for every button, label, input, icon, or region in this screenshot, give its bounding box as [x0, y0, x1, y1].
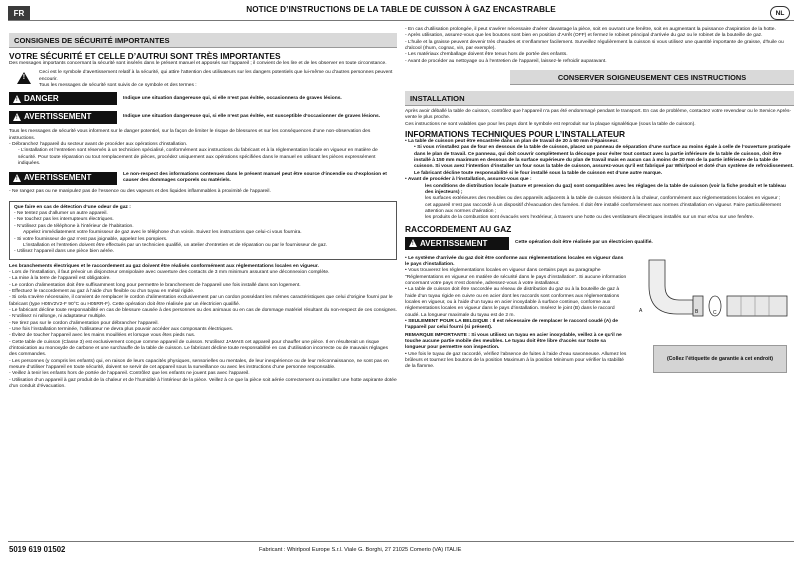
- gas-item: • Vous trouverez les réglementations locales en vigueur dans certains pays au paragraphe "Réglementations en vigueur en matière de sécurité dans le pays d’installation". Si aucune information concernant votre pays n’est donnée, adressez-vous à votre installateur.: [405, 268, 627, 286]
- avert2-note: - Ne rangez pas ou ne manipulez pas de l’essence ou des vapeurs et des liquides inflammables à proximité de l’appareil.: [9, 189, 271, 195]
- tech-item: • La table de cuisson peut être encastrée dans un plan de travail de 20 à 60 mm d’épaisseur.: [405, 139, 619, 145]
- list2-item: - Cette table de cuisson (Classe 3) est exclusivement conçue comme appareil de cuisson. N’utilisez JAMAIS cet appareil pour chauffer une pièce. Il en résulterait un risque d’intoxication au monoxyde de carbone et une surchauffe de la table de cuisson. Le fabricant décline toute responsabilité en cas d’utilisation incorrecte ou de mauvais réglages des commandes.: [9, 339, 388, 358]
- gas-connection-title: RACCORDEMENT AU GAZ: [405, 223, 512, 234]
- document-title: NOTICE D’INSTRUCTIONS DE LA TABLE DE CUISSON À GAZ ENCASTRABLE: [246, 5, 556, 14]
- list2-item: - Si cela s’avère nécessaire, il convient de remplacer le cordon d’alimentation exclusivement par un cordon possédant les mêmes caractéristiques que celui d’origine fourni par le fabricant (type H05V2V2-F 90°C ou H05RR-F). Cette opération doit être réalisée par un électricien qualifié.: [9, 295, 393, 307]
- list2-item: - Évitez de toucher l’appareil avec les mains mouillées et lorsque vous êtes pieds nus.: [9, 333, 196, 339]
- symbol-text-2: Tous les messages de sécurité sont suivis de ce symbole et des termes :: [39, 83, 197, 89]
- warranty-label-box: (Collez l’étiquette de garantie à cet endroit): [653, 345, 787, 373]
- language-badge-nl: NL: [770, 6, 790, 20]
- gas-box-item: - Utilisez l’appareil dans une pièce bien aérée.: [14, 249, 115, 255]
- danger-icon: !: [13, 95, 21, 103]
- gas-box-item: - Ne touchez pas les interrupteurs électriques.: [14, 217, 114, 223]
- gas-smell-box: [9, 201, 397, 260]
- gas-box-item: L’installation et l’entretien doivent être effectués par un technicien qualifié, un atelier d’entretien et de réparation ou par le fournisseur de gaz.: [23, 242, 328, 248]
- list2-item: - Lors de l’installation, il faut prévoir un disjoncteur omnipolaire avec ouverture des contacts de 3 mm minimum assurant une déconnexion complète.: [9, 269, 330, 275]
- section-title-safety: CONSIGNES DE SÉCURITÉ IMPORTANTES: [9, 33, 397, 48]
- document-code: 5019 619 01502: [9, 545, 66, 554]
- para-safety-messages: Tous les messages de sécurité vous informent sur le danger potentiel, sur la façon de limiter le risque de blessures et sur les conséquences d’une non-observation des instructions.: [9, 129, 371, 141]
- tech-item: • Si vous n’installez pas de four en dessous de la table de cuisson, placez un panneau de séparation d’une surface au moins égale à celle de l’ouverture pratiquée dans le plan de travail. Ce panneau, qui doit couvrir complètement la découpe pour éviter tout contact avec la partie inférieure de la table de cuisson, doit être installé à 150 mm maximum en dessous de la surface supérieure du plan de travail mais en aucun cas à moins de 20 mm de la partie inférieure de la table de cuisson. Si vous avez l’intention d’installer un four sous la table de cuisson, assurez-vous qu’il est fabriqué par Whirlpool et doté d’un système de refroidissement. Le fabricant décline toute responsabilité si le four installé sous la table de cuisson est d’une autre marque.: [414, 145, 794, 176]
- gas-pipe: [727, 296, 787, 316]
- gas-avert-label: ! AVERTISSEMENT: [405, 237, 509, 250]
- manufacturer-line: Fabricant : Whirlpool Europe S.r.l. Viale G. Borghi, 27 21025 Comerio (VA) ITALIE: [259, 547, 462, 553]
- install-para-2: Ces instructions ne sont valables que pour les pays dont le symbole est reproduit sur la plaque signalétique (sous la table de cuisson).: [405, 121, 696, 127]
- warning-symbol-icon: !: [9, 70, 33, 89]
- tech-sub-item: les produits de la combustion sont évacués vers l’extérieur, à travers une hotte ou des ventilateurs électriques installés sur un mur et/ou sur une fenêtre.: [425, 215, 754, 221]
- gas-avert-row: [405, 236, 794, 251]
- avert-row: [9, 109, 397, 125]
- avert2-text: Le non-respect des informations contenues dans le présent manuel peut être source d’incendie ou d’explosion et causer des dommages corporels ou matériels.: [123, 172, 387, 184]
- avert2-icon: !: [13, 174, 21, 182]
- tech-sub-item: cet appareil n’est pas raccordé à un dispositif d’évacuation des fumées. Il doit être installé conformément aux normes d’installation en vigueur. Faire particulièrement attention aux normes d’aération ;: [425, 202, 781, 214]
- tech-info-title: INFORMATIONS TECHNIQUES POUR L’INSTALLATEUR: [405, 129, 626, 140]
- avert-text: Indique une situation dangereuse qui, si elle n’est pas évitée, est susceptible d’occasionner de graves lésions.: [123, 114, 381, 120]
- avert2-label: ! AVERTISSEMENT: [9, 172, 117, 185]
- gas-box-item: Appelez immédiatement votre fournisseur de gaz avec le téléphone d’un voisin. Suivez les instructions que celui-ci vous fournira.: [23, 230, 302, 236]
- danger-label: ! DANGER: [9, 92, 117, 105]
- list2-item: - N’utilisez ni rallonge, ni adaptateur multiple.: [9, 314, 107, 320]
- gas-box-item: - N’utilisez pas de téléphone à l’intérieur de l’habitation.: [14, 223, 134, 229]
- gas-item: • La table de cuisson doit être raccordée au réseau de distribution du gaz ou à la bouteille de gaz à l’aide d’un tuyau rigide en cuivre ou en acier dont les raccords sont conformes aux réglementations locales en vigueur, ou à l’aide d’un tuyau en acier inoxydable à surface continue, conforme aux réglementations locales en vigueur dans le pays d’installation. Insérez le joint (B) dans le raccord coudé. La longueur maximale du tuyau est de 2 m.: [405, 287, 620, 318]
- top-list-item: - Les matériaux d’emballage doivent être tenus hors de portée des enfants.: [405, 52, 568, 58]
- gas-box-item: - Ne tentez pas d’allumer un autre appareil.: [14, 211, 108, 217]
- gas-avert-text: Cette opération doit être réalisée par un électricien qualifié.: [515, 239, 653, 245]
- installation-title: INSTALLATION: [405, 91, 794, 106]
- gas-section-body: [405, 256, 794, 332]
- top-list-item: - En cas d’utilisation prolongée, il peut s’avérer nécessaire d’aérer davantage la pièce, soit en ouvrant une fenêtre, soit en augmentant la puissance d’aspiration de la hotte.: [405, 27, 776, 32]
- gas-text-column: [405, 256, 627, 332]
- gas-avert-icon: !: [409, 239, 417, 247]
- list2-item: - Une fois l’installation terminée, l’utilisateur ne devra plus pouvoir accéder aux composants électriques.: [9, 326, 233, 332]
- elbow-fitting: [649, 260, 693, 314]
- list1-item: - L’installation et l’entretien sont réservés à un technicien spécialisé, conformément aux instructions du fabricant et à la réglementation locale en vigueur en matière de sécurité. Pour toute réparation ou tout remplacement de pièces, procédez uniquement aux opérations spécifiées dans le manuel en utilisant les pièces expressément indiquées.: [18, 148, 378, 167]
- header-rule: [8, 20, 794, 21]
- gas-bottom-text: [405, 333, 627, 373]
- diagram-label-c: C: [713, 309, 717, 316]
- gas-section-bottom: [405, 333, 794, 373]
- list2-item: - Effectuez le raccordement au gaz à l’aide d’un flexible ou d’un tuyau en métal rigide.: [9, 288, 195, 294]
- list2-item: - Les personnes (y compris les enfants) qui, en raison de leurs capacités physiques, sensorielles ou mentales, de leur inexpérience ou de leur méconnaissance, ne sont pas en mesure d’utiliser l’appareil en toute sécurité, doivent se servir de cet appareil sous la surveillance ou avec les instructions d’une personne responsable.: [9, 358, 389, 371]
- gas-box-title: Que faire en cas de détection d’une odeur de gaz :: [14, 204, 131, 210]
- tech-sub-item: les surfaces extérieures des meubles ou des appareils adjacents à la table de cuisson résistent à la chaleur, conformément aux réglementations locales en vigueur ;: [425, 196, 781, 202]
- language-badge-fr: FR: [8, 6, 30, 20]
- top-list-item: - Avant de procéder au nettoyage ou à l’entretien de l’appareil, laissez-le refroidir auparavant.: [405, 58, 607, 64]
- avert-icon: !: [13, 113, 21, 121]
- avert2-row: [9, 170, 397, 186]
- diagram-label-b: B: [695, 308, 699, 315]
- elec-heading: Les branchements électriques et le raccordement au gaz doivent être réalisés conformément aux réglementations locales en vigueur.: [9, 263, 319, 269]
- danger-row: [9, 92, 397, 105]
- install-para-1: Après avoir déballé la table de cuisson, contrôlez que l’appareil n’a pas été endommagé pendant le transport. En cas de problème, contactez votre revendeur ou le Service Après-vente le plus proche.: [405, 109, 792, 121]
- list2-item: - Ne tirez pas sur le cordon d’alimentation pour débrancher l’appareil.: [9, 320, 159, 326]
- footer-rule: [8, 541, 794, 542]
- remarque-text: REMARQUE IMPORTANTE : Si vous utilisez un tuyau en acier inoxydable, veillez à ce qu’il ne touche aucune partie mobile des meubles. Le tuyau doit être libre d’accès sur toute sa longueur pour permettre son inspection.: [405, 332, 622, 351]
- list2-item: - La mise à la terre de l’appareil est obligatoire.: [9, 276, 111, 282]
- gas-diagram: [631, 256, 793, 318]
- avert-label: ! AVERTISSEMENT: [9, 111, 117, 124]
- right-column: [405, 27, 794, 373]
- elbow-connector-diagram: [631, 256, 793, 318]
- list2-item: - Le fabricant décline toute responsabilité en cas de blessure causée à des personnes ou des animaux ou en cas de dommage matériel résultant du non-respect de ces consignes.: [9, 307, 397, 313]
- gas-box-item: - Si votre fournisseur de gaz n’est pas joignable, appelez les pompiers.: [14, 236, 168, 242]
- keep-instructions-box: CONSERVER SOIGNEUSEMENT CES INSTRUCTIONS: [510, 70, 794, 85]
- symbol-row: [9, 70, 397, 89]
- danger-text: Indique une situation dangereuse qui, si elle n’est pas évitée, occasionnera de graves lésions.: [123, 95, 342, 101]
- top-list-item: - L’huile et la graisse peuvent devenir très chaudes et s’enflammer facilement. Surveillez régulièrement la cuisson si vous utilisez une quantité importante de graisse, d’huile ou d’alcool (rhum, cognac, vin, par exemple).: [405, 39, 784, 52]
- list2-item: - Utilisation d’un appareil à gaz produit de la chaleur et de l’humidité à l’intérieur de la pièce. Veillez à ce que la pièce soit aérée correctement ou installez une hotte aspirante dotée d’un conduit d’évacuation.: [9, 377, 397, 390]
- list2-item: - Veillez à tenir les enfants hors de portée de l’appareil. Contrôlez que les enfants ne jouent pas avec l’appareil.: [9, 371, 250, 377]
- gas-item: • Le système d’arrivée du gaz doit être conforme aux réglementations locales en vigueur dans le pays d’installation.: [405, 255, 624, 267]
- left-column: [9, 33, 397, 390]
- list1-item: - Débranchez l’appareil du secteur avant de procéder aux opérations d’installation.: [9, 142, 188, 148]
- tech-sub-item: les conditions de distribution locale (nature et pression du gaz) sont compatibles avec les réglages de la table de cuisson (voir la fiche produit et le tableau des injecteurs) ;: [425, 183, 786, 195]
- top-list-item: - Après utilisation, assurez-vous que les boutons sont bien en position d’Arrêt (OFF) et fermez le robinet principal d’arrivée du gaz ou le robinet de la bouteille de gaz.: [405, 33, 763, 39]
- tech-item: • Avant de procéder à l’installation, assurez-vous que :: [405, 177, 532, 183]
- intro-text: Des messages importants concernant la sécurité sont insérés dans le présent manuel et apposés sur l’appareil ; il convient de les lire et de les observer en toute circonstance.: [9, 61, 387, 66]
- gas-item: • SEULEMENT POUR LA BELGIQUE : Il est nécessaire de remplacer le raccord coudé (A) de l’appareil par celui fourni (si présent).: [405, 319, 618, 331]
- list2-item: - Le cordon d’alimentation doit être suffisamment long pour permettre le branchement de l’appareil une fois installé dans son logement.: [9, 282, 301, 288]
- main-heading: VOTRE SÉCURITÉ ET CELLE D’AUTRUI SONT TRÈS IMPORTANTES: [9, 51, 281, 61]
- symbol-text: Ceci est le symbole d’avertissement relatif à la sécurité, qui attire l’attention des utilisateurs sur les dangers potentiels que lui-même ou d’autres personnes peuvent encourir.: [39, 70, 393, 82]
- leak-check-text: • Une fois le tuyau de gaz raccordé, vérifiez l’absence de fuites à l’aide d’eau savonneuse. Allumez les brûleurs et tournez les boutons de la position Maximum à la position Minimum pour vérifier la stabilité de la flamme.: [405, 351, 627, 370]
- diagram-label-a: A: [639, 307, 643, 314]
